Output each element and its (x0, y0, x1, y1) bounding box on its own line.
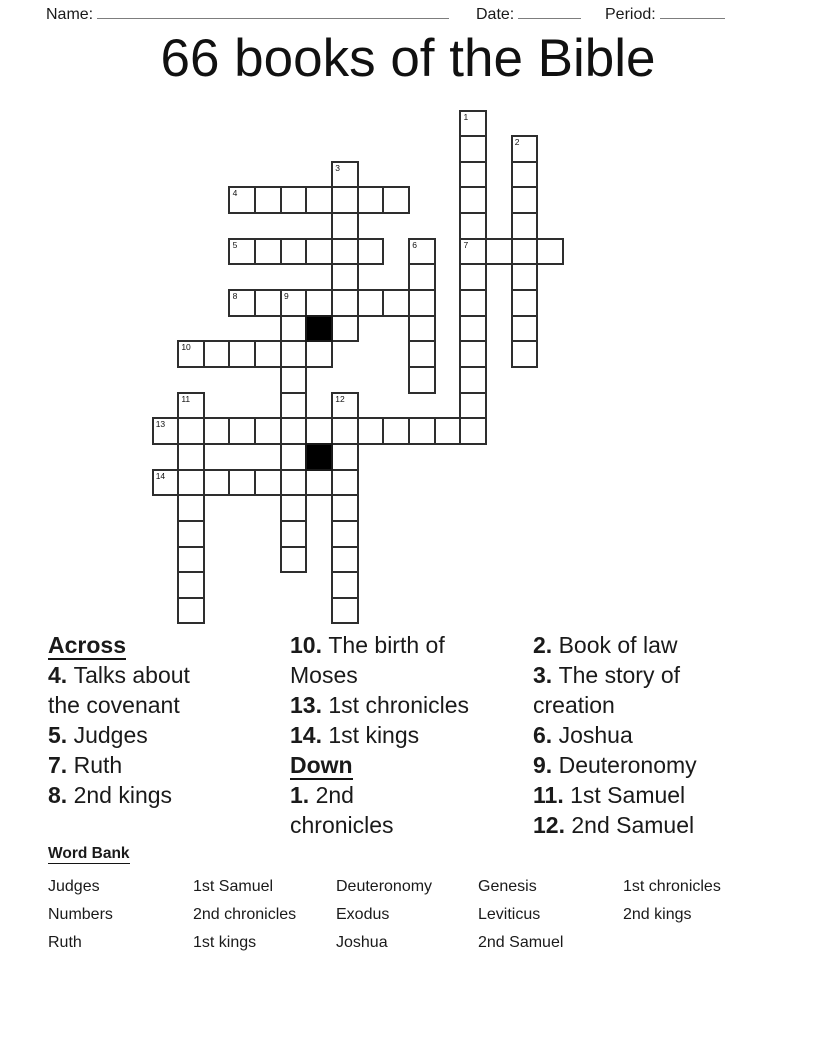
word-bank-item: Exodus (336, 906, 390, 923)
grid-cell[interactable] (177, 546, 205, 574)
grid-cell[interactable] (459, 238, 487, 266)
cell-number: 14 (155, 470, 166, 481)
grid-cell[interactable] (203, 340, 231, 368)
clue-line (533, 780, 697, 810)
clues-column-right (533, 630, 697, 840)
blocked-cell (305, 315, 333, 343)
grid-cell[interactable] (280, 443, 308, 471)
grid-cell[interactable] (485, 238, 513, 266)
grid-cell[interactable] (305, 238, 333, 266)
grid-cell[interactable] (331, 186, 359, 214)
grid-cell[interactable] (459, 315, 487, 343)
grid-cell[interactable] (511, 315, 539, 343)
grid-cell[interactable] (331, 546, 359, 574)
clue-number: 5. (48, 722, 74, 748)
clue-text: Book of law (558, 632, 678, 658)
period-field-group (605, 3, 725, 24)
grid-cell[interactable] (280, 520, 308, 548)
grid-cell[interactable] (177, 469, 205, 497)
grid-cell[interactable] (254, 289, 282, 317)
clue-line (48, 780, 190, 810)
grid-cell[interactable] (459, 186, 487, 214)
crossword-grid (152, 110, 564, 625)
grid-cell[interactable] (459, 263, 487, 291)
grid-cell[interactable] (382, 417, 410, 445)
grid-cell[interactable] (228, 289, 256, 317)
clue-number: 4. (48, 662, 74, 688)
grid-cell[interactable] (434, 417, 462, 445)
grid-cell[interactable] (331, 238, 359, 266)
grid-cell[interactable] (280, 494, 308, 522)
clue-text: Joshua (558, 722, 633, 748)
clue-number: 7. (48, 752, 74, 778)
grid-cell[interactable] (254, 469, 282, 497)
word-bank-column (193, 873, 296, 957)
clue-text: Moses (290, 662, 358, 688)
clues-column-middle (290, 630, 469, 840)
cell-number: 7 (463, 239, 469, 250)
grid-cell[interactable] (331, 315, 359, 343)
grid-cell[interactable] (459, 135, 487, 163)
word-bank-heading: Word Bank (48, 845, 130, 862)
word-bank-item: 2nd chronicles (193, 906, 297, 923)
clue-number: 12. (533, 812, 572, 838)
grid-cell[interactable] (511, 212, 539, 240)
grid-cell[interactable] (511, 263, 539, 291)
name-label: Name: (46, 6, 94, 23)
period-label: Period: (605, 6, 656, 23)
period-blank[interactable] (660, 3, 725, 19)
grid-cell[interactable] (331, 443, 359, 471)
grid-cell[interactable] (254, 417, 282, 445)
cell-number: 12 (335, 393, 345, 404)
clue-text: The birth of (328, 632, 445, 658)
grid-cell[interactable] (280, 315, 308, 343)
grid-cell[interactable] (408, 366, 436, 394)
clue-line (533, 630, 697, 660)
grid-cell[interactable] (177, 417, 205, 445)
grid-cell[interactable] (511, 135, 539, 163)
clue-text: Deuteronomy (558, 752, 697, 778)
grid-cell[interactable] (408, 238, 436, 266)
word-bank-item: Ruth (48, 934, 82, 951)
grid-cell[interactable] (331, 212, 359, 240)
word-bank-item: Leviticus (478, 906, 541, 923)
word-bank-item: 1st Samuel (193, 878, 274, 895)
grid-cell[interactable] (459, 161, 487, 189)
clue-number: 3. (533, 662, 559, 688)
grid-cell[interactable] (177, 392, 205, 420)
grid-cell[interactable] (382, 289, 410, 317)
grid-cell[interactable] (459, 212, 487, 240)
word-bank-column (48, 873, 113, 957)
clue-number: 9. (533, 752, 559, 778)
clue-text: 2nd Samuel (571, 812, 695, 838)
grid-cell[interactable] (280, 289, 308, 317)
word-bank-item: 1st kings (193, 934, 257, 951)
grid-cell[interactable] (382, 186, 410, 214)
name-blank[interactable] (97, 3, 449, 19)
clue-number: 10. (290, 632, 329, 658)
clues-column-left (48, 630, 190, 810)
clue-text: 1st chronicles (328, 692, 469, 718)
clue-text: 2nd kings (73, 782, 173, 808)
clue-line (533, 660, 697, 690)
grid-cell[interactable] (305, 469, 333, 497)
grid-cell[interactable] (228, 238, 256, 266)
blocked-cell (305, 443, 333, 471)
cell-number: 13 (155, 419, 166, 430)
grid-cell[interactable] (280, 340, 308, 368)
cell-number: 1 (463, 111, 469, 122)
clue-number: 6. (533, 722, 559, 748)
puzzle-title: 66 books of the Bible (160, 29, 656, 88)
grid-cell[interactable] (177, 443, 205, 471)
word-bank-item: Deuteronomy (336, 878, 433, 895)
grid-cell[interactable] (280, 366, 308, 394)
grid-cell[interactable] (459, 417, 487, 445)
cell-number: 6 (412, 239, 417, 250)
grid-cell[interactable] (331, 469, 359, 497)
clue-text: The story of (558, 662, 681, 688)
grid-cell[interactable] (254, 186, 282, 214)
cell-number: 2 (514, 137, 520, 148)
clue-line (48, 720, 190, 750)
grid-cell[interactable] (254, 238, 282, 266)
grid-cell[interactable] (280, 546, 308, 574)
clue-text: chronicles (290, 812, 394, 838)
grid-cell[interactable] (228, 469, 256, 497)
grid-cell[interactable] (280, 417, 308, 445)
clue-number: 11. (533, 782, 571, 808)
grid-cell[interactable] (177, 494, 205, 522)
clue-number: 2. (533, 632, 559, 658)
grid-cell[interactable] (280, 186, 308, 214)
clue-line (533, 810, 697, 840)
clue-line (290, 630, 469, 660)
grid-cell[interactable] (331, 520, 359, 548)
grid-cell[interactable] (331, 494, 359, 522)
grid-cell[interactable] (177, 571, 205, 599)
clue-line (290, 660, 469, 690)
grid-cell[interactable] (331, 392, 359, 420)
grid-cell[interactable] (511, 238, 539, 266)
grid-cell[interactable] (152, 417, 180, 445)
grid-cell[interactable] (408, 315, 436, 343)
cell-number: 8 (232, 291, 238, 302)
cell-number: 11 (181, 393, 191, 404)
clue-line (290, 690, 469, 720)
grid-cell[interactable] (228, 340, 256, 368)
date-blank[interactable] (518, 3, 581, 19)
clue-line (533, 750, 697, 780)
clue-text: Judges (73, 722, 148, 748)
grid-cell[interactable] (511, 161, 539, 189)
grid-cell[interactable] (305, 289, 333, 317)
clue-text: Talks about (73, 662, 190, 688)
clue-line (290, 780, 469, 810)
grid-cell[interactable] (357, 186, 385, 214)
grid-cell[interactable] (357, 289, 385, 317)
grid-cell[interactable] (331, 597, 359, 625)
grid-cell[interactable] (459, 289, 487, 317)
grid-cell[interactable] (511, 186, 539, 214)
word-bank-item: Genesis (478, 878, 537, 895)
grid-cell[interactable] (254, 340, 282, 368)
grid-cell[interactable] (228, 186, 256, 214)
grid-cell[interactable] (357, 238, 385, 266)
grid-cell[interactable] (280, 238, 308, 266)
cell-number: 5 (232, 239, 238, 250)
clue-text: Ruth (73, 752, 123, 778)
grid-cell[interactable] (280, 392, 308, 420)
name-field-group (46, 3, 449, 24)
clue-line (48, 660, 190, 690)
word-bank-item: Judges (48, 878, 100, 895)
word-bank-item: Joshua (336, 934, 388, 951)
clue-number: 1. (290, 782, 316, 808)
grid-cell[interactable] (203, 469, 231, 497)
grid-cell[interactable] (305, 340, 333, 368)
grid-cell[interactable] (459, 340, 487, 368)
clue-text: 1st kings (328, 722, 420, 748)
cell-number: 4 (232, 188, 238, 199)
clue-number: 14. (290, 722, 329, 748)
grid-cell[interactable] (331, 161, 359, 189)
grid-cell[interactable] (177, 340, 205, 368)
word-bank-item: 1st chronicles (623, 878, 721, 895)
clue-text: 2nd (315, 782, 354, 808)
grid-cell[interactable] (408, 289, 436, 317)
grid-cell[interactable] (459, 366, 487, 394)
grid-cell[interactable] (331, 289, 359, 317)
word-bank-column (336, 873, 432, 957)
word-bank-item: Numbers (48, 906, 113, 923)
grid-cell[interactable] (177, 520, 205, 548)
clue-line (533, 720, 697, 750)
grid-cell[interactable] (177, 597, 205, 625)
grid-cell[interactable] (511, 340, 539, 368)
grid-cell[interactable] (305, 186, 333, 214)
clue-text: the covenant (48, 692, 180, 718)
grid-cell[interactable] (203, 417, 231, 445)
word-bank-column (478, 873, 563, 957)
down-heading: Down (290, 752, 353, 778)
grid-cell[interactable] (357, 417, 385, 445)
grid-cell[interactable] (331, 571, 359, 599)
clue-line (533, 690, 697, 720)
grid-cell[interactable] (536, 238, 564, 266)
grid-cell[interactable] (331, 417, 359, 445)
clue-line (48, 750, 190, 780)
clue-number: 8. (48, 782, 74, 808)
cell-number: 10 (181, 342, 191, 353)
clue-text: 1st Samuel (570, 782, 686, 808)
clue-number: 13. (290, 692, 329, 718)
clue-line (290, 720, 469, 750)
grid-cell[interactable] (408, 340, 436, 368)
clue-line (48, 690, 190, 720)
across-heading: Across (48, 632, 126, 658)
cell-number: 9 (283, 291, 289, 302)
grid-cell[interactable] (408, 417, 436, 445)
word-bank-item: 2nd Samuel (478, 934, 564, 951)
grid-cell[interactable] (280, 469, 308, 497)
grid-cell[interactable] (331, 263, 359, 291)
date-field-group (476, 3, 581, 24)
grid-cell[interactable] (459, 392, 487, 420)
grid-cell[interactable] (459, 110, 487, 138)
grid-cell[interactable] (408, 263, 436, 291)
clue-line (290, 810, 469, 840)
clue-text: creation (533, 692, 615, 718)
grid-cell[interactable] (152, 469, 180, 497)
date-label: Date: (476, 6, 515, 23)
cell-number: 3 (335, 162, 340, 173)
word-bank-column (623, 873, 721, 929)
grid-cell[interactable] (511, 289, 539, 317)
word-bank-item: 2nd kings (623, 906, 692, 923)
grid-cell[interactable] (305, 417, 333, 445)
grid-cell[interactable] (228, 417, 256, 445)
